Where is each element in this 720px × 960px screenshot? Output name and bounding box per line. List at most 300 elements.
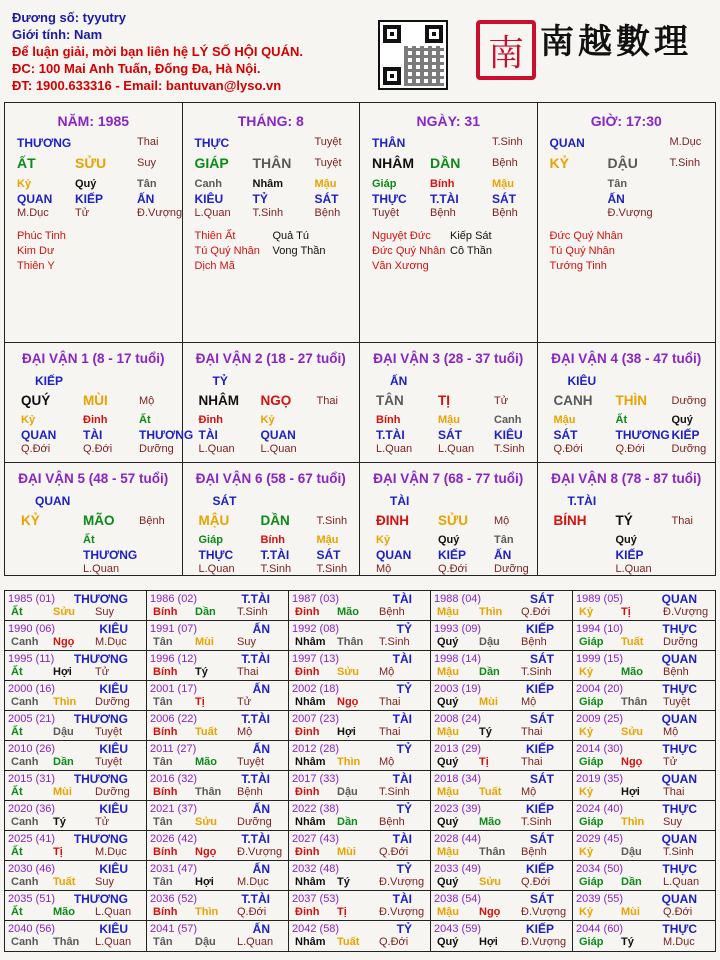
year-god: KIẾP [525, 742, 554, 756]
year-branch: Thân [337, 636, 364, 648]
year-stem: Mậu [437, 906, 459, 918]
year-branch: Mùi [195, 636, 214, 648]
luck-status: Bệnh [139, 515, 165, 527]
year-label: 1991 (07) [150, 623, 198, 635]
year-label: 2003 (19) [434, 683, 482, 695]
year-god: ẤN [252, 802, 270, 816]
hidden-state: Tuyệt [372, 207, 400, 219]
year-state: Bệnh [379, 606, 405, 618]
hidden-god: QUAN [260, 428, 296, 442]
contact-invite: Để luận giải, mời bạn liên hệ LÝ SỐ HỘI QUÁN. [12, 44, 303, 59]
year-god: THƯƠNG [73, 652, 128, 666]
hidden-god: ẤN [607, 192, 625, 206]
table-row [5, 771, 715, 801]
year-cell [147, 831, 289, 860]
year-branch: Tý [337, 876, 350, 888]
luck-cell [538, 343, 716, 463]
year-cell [431, 921, 573, 951]
year-cell [289, 711, 431, 740]
year-god: THỰC [662, 862, 697, 876]
year-branch: Hợi [337, 726, 356, 738]
year-branch: Mão [621, 666, 643, 678]
hidden-state: Bệnh [430, 207, 456, 219]
hidden-god: SÁT [553, 428, 578, 442]
hidden-state: Q.Đới [615, 443, 645, 455]
year-state: Suy [95, 606, 114, 618]
hidden-stem: Quý [75, 178, 97, 190]
year-label: 2008 (24) [434, 713, 482, 725]
luck-cell [5, 463, 183, 575]
year-label: 2011 (27) [150, 743, 197, 755]
pillar-top-god: QUAN [549, 136, 585, 150]
hidden-god: THỰC [372, 192, 407, 206]
year-label: 2027 (43) [292, 833, 340, 845]
year-stem: Kỷ [579, 906, 594, 918]
year-label: 2014 (30) [576, 743, 624, 755]
year-state: M.Dục [95, 636, 127, 648]
year-stem: Quý [437, 936, 459, 948]
year-cell [573, 591, 715, 620]
year-state: M.Dục [663, 936, 695, 948]
hidden-state: T.Sinh [316, 563, 348, 575]
year-cell [5, 591, 147, 620]
star-item: Thiên Ất [194, 230, 236, 242]
year-stem: Bính [153, 786, 178, 798]
luck-stem: NHÂM [198, 393, 239, 408]
year-branch: Sửu [479, 876, 502, 888]
year-cell [573, 891, 715, 920]
year-god: THƯƠNG [73, 592, 128, 606]
hidden-stem: Tân [137, 178, 157, 190]
hidden-state: T.Sinh [252, 207, 284, 219]
star-item: Dịch Mã [194, 260, 235, 272]
hidden-god: KIẾP [75, 192, 104, 206]
year-label: 1986 (02) [150, 593, 198, 605]
year-state: Thai [379, 696, 401, 708]
hidden-stem: Ất [139, 414, 151, 426]
table-row [5, 921, 715, 951]
year-label: 2033 (49) [434, 863, 482, 875]
table-row [5, 831, 715, 861]
hidden-god: SÁT [316, 548, 341, 562]
hidden-god: KIẾP [438, 548, 467, 562]
year-label: 2021 (37) [150, 803, 198, 815]
year-label: 2001 (17) [150, 683, 198, 695]
year-stem: Bính [153, 906, 178, 918]
year-god: THỰC [662, 802, 697, 816]
hidden-state: L.Quan [615, 563, 652, 575]
year-label: 2019 (35) [576, 773, 624, 785]
star-list-a [550, 229, 623, 274]
hidden-stem: Canh [494, 414, 522, 426]
year-god: QUAN [661, 592, 697, 606]
luck-title: ĐẠI VẬN 1 (8 - 17 tuổi) [21, 351, 165, 366]
year-branch: Mùi [53, 786, 72, 798]
year-cell [147, 861, 289, 890]
year-state: Đ.Vượng [521, 906, 567, 918]
year-label: 1988 (04) [434, 593, 482, 605]
year-state: Tử [663, 756, 678, 768]
year-cell [147, 681, 289, 710]
year-label: 2009 (25) [576, 713, 624, 725]
year-cell [147, 711, 289, 740]
table-row [5, 801, 715, 831]
year-branch: Ngọ [479, 906, 501, 918]
year-state: Tử [237, 696, 252, 708]
table-row [5, 681, 715, 711]
year-god: TỶ [396, 802, 412, 816]
year-cell [573, 621, 715, 650]
year-state: Bệnh [521, 636, 547, 648]
year-stem: Quý [437, 756, 459, 768]
year-stem: Nhâm [295, 636, 326, 648]
hidden-stem: Mậu [314, 178, 337, 190]
luck-cell [183, 463, 361, 575]
year-state: Tử [95, 816, 110, 828]
year-stem: Nhâm [295, 876, 326, 888]
hidden-stem: Quý [615, 534, 637, 546]
year-label: 2030 (46) [8, 863, 56, 875]
year-cell [289, 891, 431, 920]
year-god: THỰC [662, 742, 697, 756]
year-god: QUAN [661, 832, 697, 846]
star-item: Văn Xương [372, 260, 429, 272]
star-item: Đức Quý Nhân [372, 245, 446, 257]
year-state: Đ.Vượng [379, 906, 425, 918]
year-label: 1993 (09) [434, 623, 482, 635]
year-god: T.TÀI [241, 652, 270, 666]
luck-title: ĐẠI VẬN 5 (48 - 57 tuổi) [18, 471, 169, 486]
table-row [5, 651, 715, 681]
luck-stem: CANH [553, 393, 593, 408]
year-state: Dưỡng [237, 816, 272, 828]
star-item: Quả Tú [272, 230, 309, 242]
year-stem: Quý [437, 636, 459, 648]
gender: Giới tính: Nam [12, 27, 103, 42]
star-item: Tú Quý Nhân [194, 245, 260, 257]
year-state: Dưỡng [95, 786, 130, 798]
pillar-stem: KỶ [549, 155, 569, 171]
year-cell [289, 831, 431, 860]
year-label: 2025 (41) [8, 833, 56, 845]
year-label: 2035 (51) [8, 893, 56, 905]
year-state: Thai [237, 666, 259, 678]
year-cell [289, 651, 431, 680]
year-label: 1995 (11) [8, 653, 55, 665]
table-row [5, 591, 715, 621]
year-state: Q.Đới [237, 906, 267, 918]
year-stem: Kỷ [579, 666, 594, 678]
year-god: QUAN [661, 772, 697, 786]
year-state: Bệnh [663, 666, 689, 678]
table-row [5, 711, 715, 741]
hidden-stem: Nhâm [252, 178, 284, 190]
year-label: 2038 (54) [434, 893, 482, 905]
year-cell [147, 621, 289, 650]
hidden-state: Mộ [376, 563, 392, 575]
year-state: Q.Đới [521, 606, 551, 618]
year-god: SÁT [530, 772, 554, 786]
star-item: Thiên Y [17, 260, 55, 272]
year-branch: Dậu [53, 726, 74, 738]
luck-stem: BÍNH [553, 513, 587, 528]
pillar-top-god: THÂN [372, 136, 406, 150]
year-label: 2034 (50) [576, 863, 624, 875]
hidden-state: L.Quan [198, 443, 235, 455]
hidden-god: KIẾP [671, 428, 700, 442]
year-branch: Tuất [195, 726, 218, 738]
year-stem: Bính [153, 846, 178, 858]
year-branch: Mùi [621, 906, 640, 918]
hidden-stem: Giáp [372, 178, 397, 190]
year-cell [5, 891, 147, 920]
star-item: Nguyệt Đức [372, 230, 431, 242]
year-label: 1997 (13) [292, 653, 340, 665]
pillar-title: THÁNG: 8 [237, 113, 304, 129]
year-stem: Tân [153, 936, 173, 948]
year-label: 2006 (22) [150, 713, 198, 725]
year-stem: Đinh [295, 666, 320, 678]
hidden-state: Q.Đới [21, 443, 51, 455]
year-stem: Ất [11, 666, 23, 678]
luck-god: TÀI [390, 494, 410, 508]
hidden-stem: Giáp [198, 534, 223, 546]
year-label: 2043 (59) [434, 923, 482, 935]
year-branch: Thân [53, 936, 80, 948]
year-label: 2036 (52) [150, 893, 198, 905]
year-state: Bệnh [379, 816, 405, 828]
year-cell [289, 921, 431, 951]
hidden-god: TÀI [83, 428, 103, 442]
year-god: SÁT [530, 652, 554, 666]
year-stem: Kỷ [579, 606, 594, 618]
year-branch: Sửu [195, 816, 218, 828]
year-branch: Tuất [479, 786, 502, 798]
luck-god: TỶ [212, 374, 228, 388]
year-cell [147, 651, 289, 680]
year-god: TÀI [392, 652, 412, 666]
year-label: 2012 (28) [292, 743, 340, 755]
year-god: KIẾP [525, 862, 554, 876]
year-branch: Tuất [53, 876, 76, 888]
year-label: 2039 (55) [576, 893, 624, 905]
year-branch: Dậu [479, 636, 500, 648]
luck-god: QUAN [35, 494, 71, 508]
year-branch: Thân [479, 846, 506, 858]
year-branch: Tuất [621, 636, 644, 648]
year-state: T.Sinh [379, 636, 410, 648]
year-stem: Đinh [295, 606, 320, 618]
year-god: TỶ [396, 622, 412, 636]
year-label: 2023 (39) [434, 803, 482, 815]
luck-status: Tử [494, 395, 509, 407]
qr-code-icon[interactable] [378, 20, 448, 90]
hidden-state: Q.Đới [438, 563, 468, 575]
year-stem: Giáp [579, 816, 604, 828]
year-cell [5, 801, 147, 830]
star-list-a [195, 229, 260, 274]
year-stem: Canh [11, 756, 39, 768]
year-label: 2015 (31) [8, 773, 56, 785]
luck-status: Thai [316, 395, 338, 407]
address: ĐC: 100 Mai Anh Tuấn, Đống Đa, Hà Nội. [12, 61, 261, 76]
hidden-god: KIÊU [194, 192, 224, 206]
year-cell [573, 711, 715, 740]
year-stem: Ất [11, 786, 23, 798]
year-cell [5, 771, 147, 800]
year-state: Đ.Vượng [379, 876, 425, 888]
hidden-stem: Mậu [316, 534, 339, 546]
year-god: QUAN [661, 892, 697, 906]
year-stem: Ất [11, 846, 23, 858]
hidden-state: Đ.Vượng [607, 207, 653, 219]
hidden-state: T.Sinh [260, 563, 292, 575]
year-cell [289, 621, 431, 650]
luck-cell [360, 343, 538, 463]
year-state: Thai [663, 786, 685, 798]
star-item: Kim Dư [17, 245, 55, 257]
year-stem: Kỷ [579, 786, 594, 798]
pillar-status: Bệnh [492, 157, 518, 169]
year-god: SÁT [530, 592, 554, 606]
hidden-state: Bệnh [314, 207, 341, 219]
phone-email: ĐT: 1900.633316 - Email: bantuvan@lyso.vn [12, 78, 282, 93]
star-item: Kiếp Sát [450, 230, 492, 242]
year-cell [147, 771, 289, 800]
header-info [12, 9, 303, 94]
year-label: 2028 (44) [434, 833, 482, 845]
year-state: Bệnh [237, 786, 263, 798]
year-cell [573, 861, 715, 890]
luck-stem: QUÝ [21, 393, 51, 408]
year-label: 1990 (06) [8, 623, 56, 635]
year-state: L.Quan [237, 936, 274, 948]
luck-title: ĐẠI VẬN 4 (38 - 47 tuổi) [551, 351, 702, 366]
year-stem: Tân [153, 696, 173, 708]
luck-cell [360, 463, 538, 575]
hidden-god: KIÊU [494, 428, 523, 442]
year-branch: Tị [479, 756, 489, 768]
hidden-god: T.TÀI [260, 548, 290, 562]
year-stem: Giáp [579, 696, 604, 708]
year-branch: Ngọ [53, 636, 75, 648]
year-branch: Tuất [337, 936, 360, 948]
year-state: Mộ [379, 756, 395, 768]
year-cell [431, 741, 573, 770]
year-stem: Bính [153, 726, 178, 738]
pillar-status: Suy [137, 157, 156, 169]
year-cell [573, 651, 715, 680]
year-stem: Tân [153, 756, 173, 768]
hidden-stem: Bính [430, 178, 455, 190]
hidden-stem: Ất [83, 534, 95, 546]
year-stem: Đinh [295, 906, 320, 918]
year-branch: Tý [195, 666, 208, 678]
year-state: Mộ [663, 726, 679, 738]
year-state: Thai [379, 726, 401, 738]
pillar-cell [5, 103, 183, 343]
year-god: KIÊU [99, 802, 128, 816]
owner-name: Đương số: tyyutry [12, 10, 126, 25]
year-branch: Tị [53, 846, 63, 858]
luck-title: ĐẠI VẬN 7 (68 - 77 tuổi) [373, 471, 524, 486]
year-label: 1987 (03) [292, 593, 340, 605]
year-cell [289, 591, 431, 620]
year-god: ẤN [252, 742, 270, 756]
year-label: 1985 (01) [8, 593, 56, 605]
hidden-god: ẤN [137, 192, 155, 206]
year-god: T.TÀI [241, 712, 270, 726]
year-state: Q.Đới [663, 906, 693, 918]
year-label: 2032 (48) [292, 863, 340, 875]
hidden-state: L.Quan [260, 443, 297, 455]
luck-title: ĐẠI VẬN 6 (58 - 67 tuổi) [195, 471, 346, 486]
year-stem: Ất [11, 906, 23, 918]
year-god: KIÊU [99, 682, 128, 696]
year-label: 2026 (42) [150, 833, 198, 845]
luck-title: ĐẠI VẬN 8 (78 - 87 tuổi) [551, 471, 702, 486]
year-stem: Đinh [295, 846, 320, 858]
year-state: Thai [521, 726, 543, 738]
luck-branch: SỬU [438, 513, 468, 528]
year-god: TỶ [396, 682, 412, 696]
year-cell [5, 921, 147, 951]
luck-stem: TÂN [376, 393, 404, 408]
year-stem: Quý [437, 816, 459, 828]
pillar-top-state: T.Sinh [492, 136, 523, 148]
year-branch: Tị [337, 906, 347, 918]
hidden-state: Đ.Vượng [137, 207, 183, 219]
year-god: KIÊU [99, 922, 128, 936]
year-branch: Mão [337, 606, 359, 618]
year-state: Thai [521, 756, 543, 768]
year-cell [147, 591, 289, 620]
year-stem: Nhâm [295, 696, 326, 708]
year-state: Dưỡng [95, 696, 130, 708]
year-god: TỶ [396, 922, 412, 936]
year-god: TÀI [392, 772, 412, 786]
year-cell [431, 801, 573, 830]
pillar-status: Tuyệt [314, 157, 342, 169]
year-branch: Dần [621, 876, 642, 888]
year-god: TỶ [396, 742, 412, 756]
year-label: 2042 (58) [292, 923, 340, 935]
hidden-stem: Bính [260, 534, 285, 546]
hidden-state: Dưỡng [671, 443, 707, 455]
luck-status: Thai [671, 515, 693, 527]
year-stem: Ất [11, 606, 23, 618]
pillar-branch: SỬU [75, 155, 107, 171]
year-branch: Sửu [337, 666, 360, 678]
year-god: THỰC [662, 682, 697, 696]
pillar-branch: THÂN [252, 155, 292, 171]
star-item: Tú Quý Nhân [549, 245, 615, 257]
year-stem: Nhâm [295, 756, 326, 768]
pillar-branch: DẬU [607, 155, 638, 171]
year-branch: Dần [337, 816, 358, 828]
year-label: 2002 (18) [292, 683, 340, 695]
hidden-god: THỰC [198, 548, 234, 562]
hidden-stem: Mậu [553, 414, 576, 426]
hidden-god: SÁT [438, 428, 462, 442]
year-cell [573, 741, 715, 770]
year-god: TÀI [392, 712, 412, 726]
hidden-state: L.Quan [194, 207, 231, 219]
chart-grid [4, 102, 716, 576]
year-cell [5, 711, 147, 740]
year-god: TÀI [392, 832, 412, 846]
luck-stem: KỶ [21, 513, 40, 528]
